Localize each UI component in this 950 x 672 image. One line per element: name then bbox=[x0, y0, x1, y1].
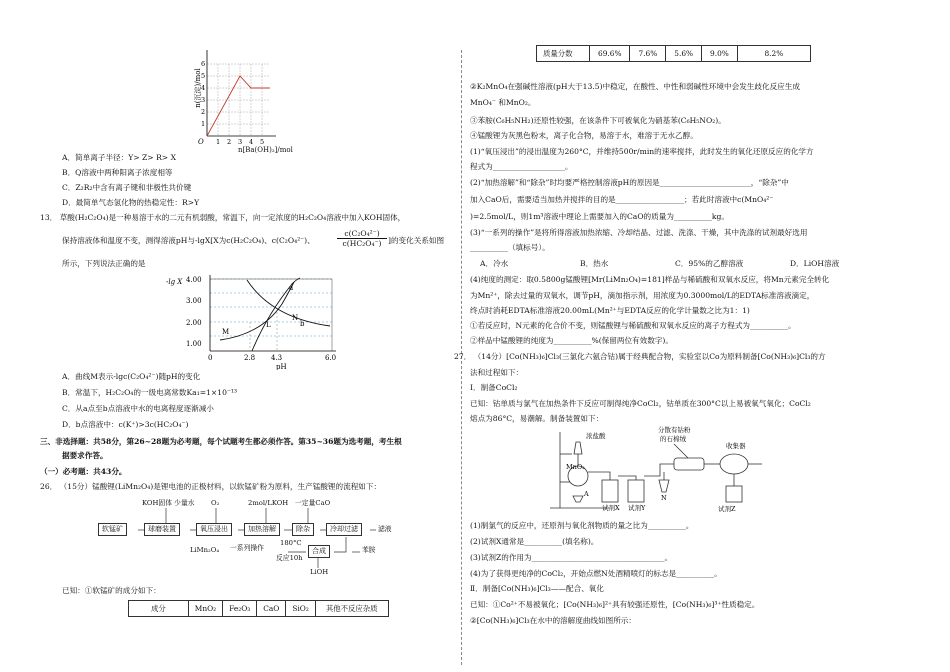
flow-filtrate: 滤液 bbox=[378, 525, 392, 533]
table-cell: 7.6% bbox=[630, 46, 666, 62]
q13-line-1: 13． 草酸(H₂C₂O₄)是一种易溶于水的二元有机弱酸，常温下，向一定浓度的H₂C₂O₄溶液中加入KOH固体， bbox=[40, 213, 406, 222]
graph1-ytick: 6 bbox=[201, 60, 206, 68]
q4-line-2: 为Mn²⁺，除去过量的双氧水，调节pH，滴加指示剂，用浓度为0.3000mol/L的EDTA标准溶液滴定， bbox=[470, 291, 815, 300]
q3-line-1: (3)“一系列的操作”是将所得溶液加热浓缩、冷却结晶、过滤、洗涤、干燥，其中洗涤的试剂最好选用 bbox=[470, 228, 808, 237]
q12-option-d: D．最简单气态氢化物的热稳定性：R>Y bbox=[62, 198, 200, 207]
graph2-xtick: 0 bbox=[208, 354, 213, 362]
q13-line-2b: ]的变化关系如图 bbox=[388, 236, 445, 245]
graph2-point-a: a bbox=[289, 284, 294, 292]
table-header-cell: SiO₂ bbox=[286, 601, 315, 617]
table-header-cell: 成分 bbox=[129, 601, 189, 617]
graph1-xlabel: n[Ba(OH)₂]/mol bbox=[238, 146, 293, 154]
flow-lioh: LiOH bbox=[310, 568, 329, 576]
composition-table-values bbox=[536, 45, 811, 62]
p1-q4: (4)为了获得更纯净的CoCl₂，开始点燃N处酒精喷灯的标志是__________。 bbox=[470, 569, 722, 578]
q27-part1-title: Ⅰ．制备CoCl₂ bbox=[470, 383, 518, 392]
flow-box-cool-filter: 冷却过滤 bbox=[326, 523, 362, 536]
q13-line-2a: 保持溶液体和温度不变，测得溶液pH与-lgX[X为c(H₂C₂O₄)、c(C₂O₄²⁻)、 bbox=[62, 236, 315, 245]
q3-option-b: B．热水 bbox=[580, 259, 609, 268]
table-header-cell: 其他不反应杂质 bbox=[315, 601, 388, 617]
flow-benzene: 苯胺 bbox=[362, 546, 376, 554]
graph2-curve-l: L bbox=[266, 321, 271, 329]
flow-input-cao: 一定量CaO bbox=[295, 499, 331, 507]
q3-option-a: A．冷水 bbox=[480, 259, 509, 268]
graph1-xtick: 4 bbox=[249, 138, 254, 146]
flow-cond-time: 反应10h bbox=[276, 554, 303, 562]
q13-option-a: A．曲线M表示-lgc(C₂O₄²⁻)随pH的变化 bbox=[62, 372, 201, 381]
graph2-xlabel: pH bbox=[276, 363, 287, 370]
apparatus-catalyst-1: 分散有钴粉 bbox=[658, 426, 691, 434]
graph1-ytick: 3 bbox=[201, 96, 206, 104]
q1-line-2: 程式为___________________。 bbox=[470, 162, 573, 171]
apparatus-reagent-x: 试剂X bbox=[602, 504, 620, 512]
q27-known-2: 熔点为86°C，易潮解。制备装置如下： bbox=[470, 414, 604, 423]
q12-option-a: A．简单离子半径：Y> Z> R> X bbox=[62, 153, 176, 162]
q4-line-1: (4)纯度的测定：取0.5800g锰酸锂[Mr(LiMn₂O₄)=181]样品与稀硫酸和双氧水反应，将Mn元素完全转化 bbox=[470, 275, 830, 284]
flow-product: LiMn₂O₄ bbox=[190, 546, 220, 554]
q13-line-3: 所示，下列说法正确的是 bbox=[62, 259, 146, 268]
q27-head: 27． （14分）[Co(NH₃)₆]Cl₃(三氯化六氨合钴)属于经典配合物，实验室以Co为原料制备[Co(NH₃)₆]Cl₃的方 bbox=[454, 352, 826, 361]
q4-sub-1: ①若反应时，N元素的化合价不变，则锰酸锂与稀硫酸和双氧水反应的离子方程式为__________。 bbox=[470, 321, 796, 330]
apparatus-catalyst-2: 的石棉绒 bbox=[660, 435, 686, 443]
lgx-ph-graph bbox=[162, 270, 342, 370]
graph1-ytick: 2 bbox=[201, 108, 206, 116]
known-2: ②K₂MnO₄在强碱性溶液(pH大于13.5)中稳定，在酸性、中性和弱碱性环境中会发生歧化反应生成 bbox=[470, 82, 800, 91]
p1-q1: (1)制氯气的反应中，还原剂与氧化剂物质的量之比为__________。 bbox=[470, 521, 694, 530]
graph1-xtick: 3 bbox=[238, 138, 243, 146]
table-header-cell: MnO₂ bbox=[188, 601, 222, 617]
graph2-xtick: 4.3 bbox=[271, 354, 283, 362]
apparatus-n: N bbox=[661, 494, 667, 502]
graph2-ytick: 3.00 bbox=[186, 297, 202, 305]
flow-series-op: 一系列操作 bbox=[230, 544, 264, 552]
q4-line-3: 终点时消耗EDTA标准溶液20.00mL(Mn²⁺与EDTA反应的化学计量数之比为1：1) bbox=[470, 306, 750, 315]
graph2-point-b: b bbox=[300, 320, 305, 328]
graph2-curve-n: N bbox=[292, 314, 299, 322]
q13-option-b: B．常温下，H₂C₂O₄的一级电离常数Ka₁=1×10⁻¹³ bbox=[62, 388, 238, 397]
q1-line-1: (1)“氧压浸出”的浸出温度为260°C，并维持500r/min的速率搅拌，此时发生的氧化还原反应的化学方 bbox=[470, 147, 814, 156]
section3-sub: （一）必考题：共43分。 bbox=[40, 467, 127, 476]
graph1-xtick: 1 bbox=[216, 138, 221, 146]
graph2-ytick: 1.00 bbox=[186, 340, 202, 348]
apparatus-hcl: 浓盐酸 bbox=[586, 432, 606, 440]
flow-box-leach: 氧压浸出 bbox=[196, 523, 232, 536]
q13-fraction-denominator: c(HC₂O₄⁻) bbox=[342, 239, 382, 249]
q12-option-c: C．Z₂R₂中含有离子键和非极性共价键 bbox=[62, 183, 192, 192]
q12-option-b: B．Q溶液中两种阳离子浓度相等 bbox=[62, 168, 173, 177]
q26-known: 已知：①软锰矿的成分如下： bbox=[62, 586, 161, 595]
q2-line-1: (2)“加热溶解”和“除杂”时均要严格控制溶液pH的原因是________________________，“除杂”中 bbox=[470, 178, 789, 187]
flow-box-ore: 软锰矿 bbox=[98, 523, 127, 536]
flow-input-koh2: 2mol/LKOH bbox=[248, 499, 289, 507]
apparatus-diagram bbox=[540, 424, 790, 514]
q3-option-c: C．95%的乙醇溶液 bbox=[675, 259, 744, 268]
apparatus-collector: 收集器 bbox=[726, 442, 746, 450]
section3-line-2: 据要求作答。 bbox=[62, 451, 108, 460]
q13-option-d: D．b点溶液中：c(K⁺)>3c(HC₂O₄⁻) bbox=[62, 420, 189, 429]
q27-head-cont: 法和过程如下： bbox=[470, 368, 524, 377]
flow-input-o2: O₂ bbox=[211, 499, 220, 507]
graph2-curve-m: M bbox=[222, 328, 230, 336]
section3-line-1: 三、非选择题：共58分，第26~28题为必考题，每个试题考生都必须作答。第35~36题为选考题，考生根 bbox=[40, 437, 402, 446]
graph2-xtick: 6.0 bbox=[325, 354, 337, 362]
q4-sub-2: ②样品中锰酸锂的纯度为__________%(保留两位有效数字)。 bbox=[470, 336, 673, 345]
q27-known-1: 已知：钴单质与氯气在加热条件下反应可制得纯净CoCl₂，钴单质在300°C以上易被氧气氧化；CoCl₂ bbox=[470, 399, 811, 408]
precipitate-graph bbox=[190, 40, 300, 150]
flow-box-dissolve: 加热溶解 bbox=[244, 523, 280, 536]
p1-q3: (3)试剂Z的作用为___________________________________。 bbox=[470, 553, 673, 562]
flow-box-purify: 除杂 bbox=[292, 523, 314, 536]
graph1-ylabel: n(沉淀)/mol bbox=[194, 68, 202, 108]
known-4: ④锰酸锂为灰黑色粉末，离子化合物，易溶于水，难溶于无水乙醇。 bbox=[470, 131, 698, 140]
p1-q2: (2)试剂X通常是__________(填名称)。 bbox=[470, 537, 599, 546]
table-header-cell: CaO bbox=[257, 601, 286, 617]
q27-part2-known-2: ②[Co(NH₃)₆]Cl₃在水中的溶解度曲线如图所示： bbox=[470, 616, 636, 625]
known-3: ③苯胺(C₆H₅NH₂)还原性较强，在该条件下可被氧化为硝基苯(C₆H₅NO₂)。 bbox=[470, 116, 726, 125]
flow-box-synthesis: 合成 bbox=[308, 545, 330, 558]
flow-input-koh: KOH固体 少量水 bbox=[142, 499, 195, 507]
table-cell: 9.0% bbox=[702, 46, 738, 62]
known-2-cont: MnO₄⁻ 和MnO₂。 bbox=[470, 98, 536, 107]
graph2-ytick: 4.00 bbox=[186, 276, 202, 284]
graph1-xtick: 5 bbox=[260, 138, 265, 146]
flow-cond-temp: 180°C bbox=[280, 539, 302, 547]
q3-option-d: D．LiOH溶液 bbox=[790, 259, 840, 268]
graph2-ylabel: -lg X bbox=[166, 278, 183, 286]
flow-box-ballmill: 球磨装置 bbox=[144, 523, 180, 536]
q13-option-c: C．从a点至b点溶液中水的电离程度逐渐减小 bbox=[62, 404, 214, 413]
q27-part2-known-1: 已知：①Co²⁺不易被氧化；[Co(NH₃)₆]²⁺具有较强还原性，[Co(NH₃)₆]³⁺性质稳定。 bbox=[470, 600, 760, 609]
q13-fraction-numerator: c(C₂O₄²⁻) bbox=[337, 229, 387, 239]
q2-line-2: 加入CaO后，需要适当加热并搅拌的目的是__________________；若此时溶液中c(MnO₄²⁻ bbox=[470, 195, 774, 204]
table-cell: 69.6% bbox=[590, 46, 630, 62]
q3-line-2: __________（填标号）。 bbox=[470, 243, 550, 252]
process-flowchart bbox=[98, 494, 428, 580]
graph1-origin: O bbox=[198, 138, 204, 146]
q13-fraction bbox=[337, 229, 387, 249]
apparatus-reagent-z: 试剂Z bbox=[718, 505, 736, 513]
q27-part2-title: Ⅱ．制备[Co(NH₃)₆]Cl₃——配合、氧化 bbox=[470, 584, 604, 593]
table-header-cell: Fe₂O₃ bbox=[223, 601, 257, 617]
apparatus-mno2: MnO₂ bbox=[566, 463, 585, 471]
table-cell: 5.6% bbox=[666, 46, 702, 62]
graph1-xtick: 2 bbox=[227, 138, 232, 146]
apparatus-reagent-y: 试剂Y bbox=[628, 504, 646, 512]
graph1-ytick: 5 bbox=[201, 72, 206, 80]
graph2-xtick: 2.8 bbox=[244, 354, 256, 362]
graph1-ytick: 4 bbox=[201, 84, 206, 92]
q2-line-3: )=2.5mol/L，则1m³溶液中理论上需要加入的CaO的质量为__________kg。 bbox=[470, 212, 729, 221]
apparatus-a: A bbox=[584, 490, 589, 498]
table-cell: 8.2% bbox=[737, 46, 810, 62]
graph1-ytick: 1 bbox=[201, 120, 206, 128]
composition-table-header bbox=[128, 600, 389, 617]
q26-head: 26． （15分）锰酸锂(LiMn₂O₄)是锂电池的正极材料，以软锰矿粉为原料，生产锰酸锂的流程如下： bbox=[40, 482, 382, 491]
table-row-label: 质量分数 bbox=[537, 46, 590, 62]
graph2-ytick: 2.00 bbox=[186, 319, 202, 327]
